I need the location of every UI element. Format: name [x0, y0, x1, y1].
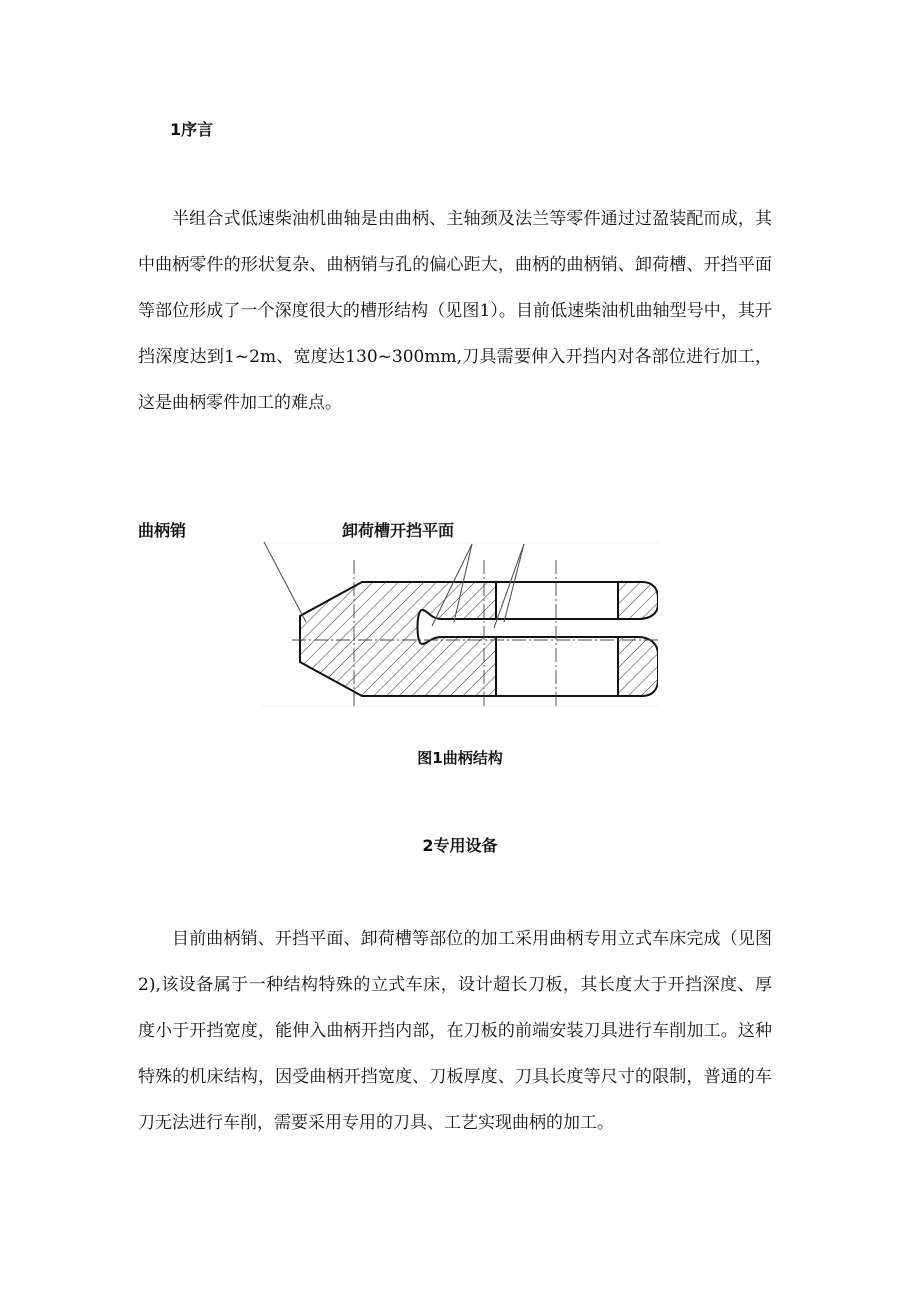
figure-1-label-groove-plane: 卸荷槽开挡平面	[342, 521, 455, 540]
section-2-paragraph: 目前曲柄销、开挡平面、卸荷槽等部位的加工采用曲柄专用立式车床完成（见图2),该设备属于一种结构特殊的立式车床，设计超长刀板，其长度大于开挡深度、厚度小于开挡宽度，能伸入曲柄开挡内部，在刀板的前端安装刀具进行车削加工。这种特殊的机床结构，因受曲柄开挡宽度、刀板厚度、刀具长度等尺寸的限制，普通的车刀无法进行车削，需要采用专用的刀具、工艺实现曲柄的加工。	[138, 929, 772, 1133]
figure-1-caption: 图1曲柄结构	[417, 749, 503, 767]
figure-1-label-crankpin: 曲柄销	[138, 521, 187, 540]
crank-web-outline	[496, 582, 618, 696]
section-1-heading: 1序言	[170, 120, 214, 139]
section-2-heading: 2专用设备	[422, 836, 498, 855]
crank-tip-lower	[618, 637, 658, 696]
crank-structure-drawing	[262, 540, 658, 710]
crank-tip-upper	[618, 582, 658, 619]
crank-body-section	[300, 582, 496, 696]
section-1-paragraph: 半组合式低速柴油机曲轴是由曲柄、主轴颈及法兰等零件通过过盈装配而成，其中曲柄零件的形状复杂、曲柄销与孔的偏心距大，曲柄的曲柄销、卸荷槽、开挡平面等部位形成了一个深度很大的槽形结构（见图1）。目前低速柴油机曲轴型号中，其开挡深度达到1~2m、宽度达130~300mm,刀具需要伸入开挡内对各部位进行加工，这是曲柄零件加工的难点。	[138, 209, 772, 413]
